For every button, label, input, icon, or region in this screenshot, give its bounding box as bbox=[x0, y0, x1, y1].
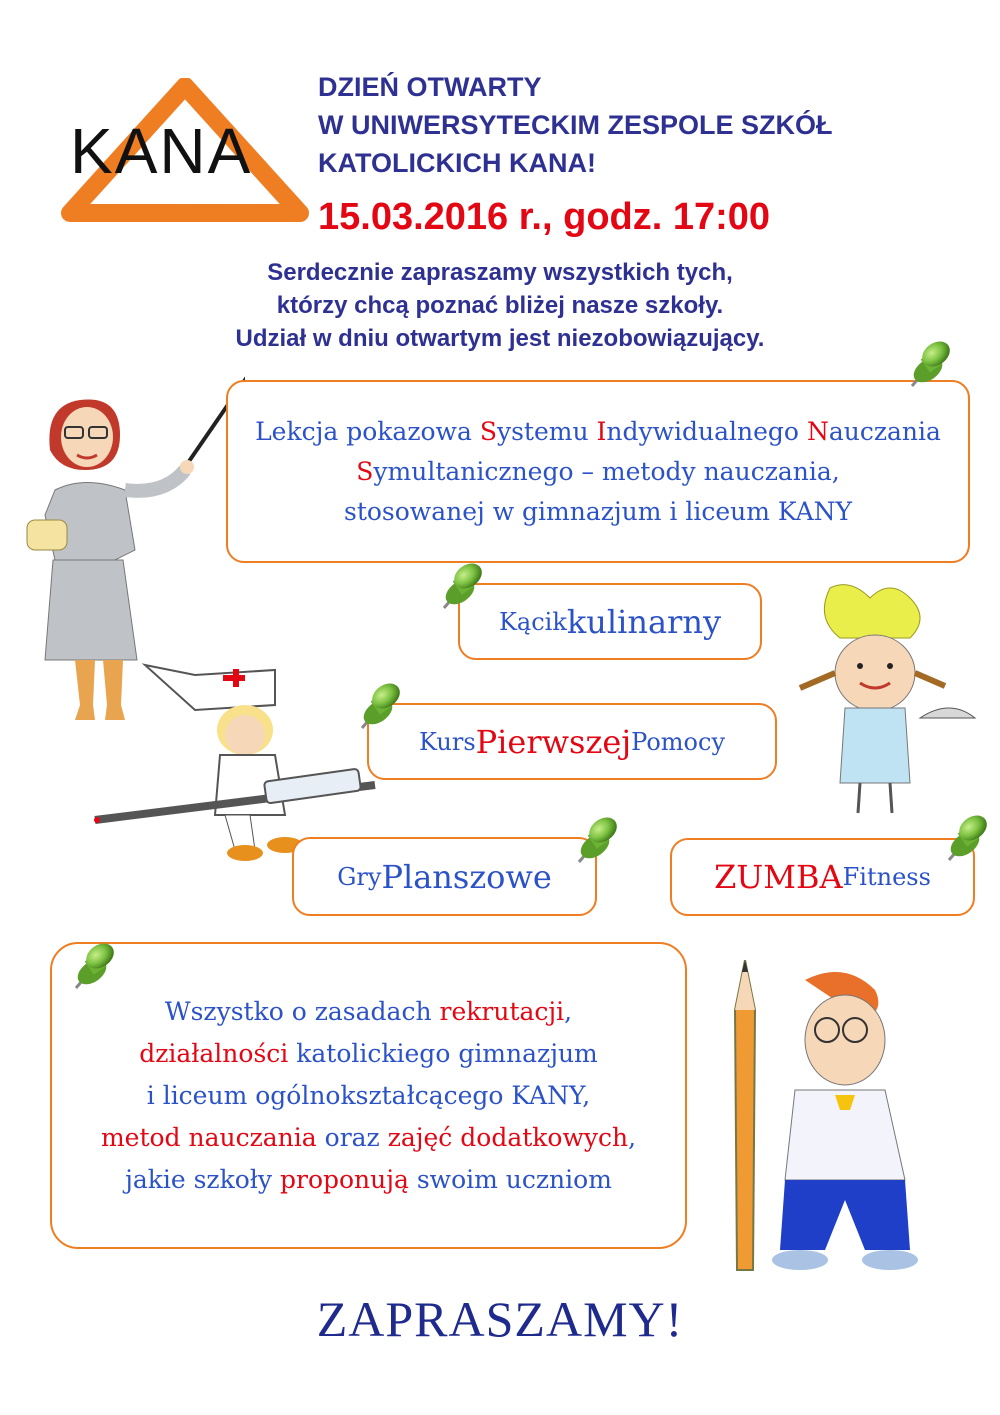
lesson-initial-s2: S bbox=[356, 456, 374, 486]
chef-girl-illustration bbox=[780, 578, 980, 823]
zumba-box bbox=[670, 838, 975, 916]
pushpin-icon bbox=[565, 812, 625, 872]
footer-invitation: ZAPRASZAMY! bbox=[316, 1291, 684, 1347]
recruitment-highlight: rekrutacji bbox=[439, 996, 565, 1026]
culinary-label-small: Kącik bbox=[498, 607, 567, 636]
recruitment-line-4 bbox=[101, 1117, 636, 1159]
recruitment-line-3: i liceum ogólnokształcącego KANY, bbox=[146, 1080, 591, 1110]
event-title-line-2: W UNIWERSYTECKIM ZESPOLE SZKÓŁ bbox=[318, 110, 833, 140]
first-aid-box bbox=[367, 703, 777, 780]
lesson-text: auczania bbox=[828, 416, 941, 446]
lesson-text: ystemu bbox=[496, 416, 597, 446]
intro-line-1: Serdecznie zapraszamy wszystkich tych, bbox=[267, 259, 733, 286]
pushpin-icon bbox=[898, 336, 958, 396]
intro-line-2: którzy chcą poznać bliżej nasze szkoły. bbox=[276, 292, 724, 319]
games-label-big: Planszowe bbox=[381, 857, 552, 896]
recruitment-text: swoim uczniom bbox=[408, 1164, 612, 1194]
event-title-line-1: DZIEŃ OTWARTY bbox=[318, 72, 542, 102]
pushpin-icon bbox=[62, 938, 122, 998]
pushpin-icon bbox=[430, 558, 490, 618]
lesson-initial-n: N bbox=[806, 416, 829, 446]
event-title-line-3: KATOLICKICH KANA! bbox=[318, 148, 596, 178]
recruitment-text: , bbox=[628, 1122, 637, 1152]
first-aid-label-pierwszej: Pierwszej bbox=[475, 722, 632, 761]
kana-logo-text: KANA bbox=[70, 115, 253, 187]
event-title bbox=[318, 68, 833, 182]
recruitment-text: oraz bbox=[316, 1122, 388, 1152]
lesson-line-3: stosowanej w gimnazjum i liceum KANY bbox=[343, 496, 853, 526]
recruitment-highlight: metod nauczania bbox=[100, 1122, 317, 1152]
lesson-line-2 bbox=[356, 452, 839, 492]
intro-line-3: Udział w dniu otwartym jest niezobowiązujący. bbox=[235, 325, 765, 352]
recruitment-highlight: zajęć dodatkowych bbox=[387, 1122, 629, 1152]
professor-illustration bbox=[715, 960, 940, 1280]
zumba-label-small: Fitness bbox=[842, 863, 931, 891]
recruitment-line-2 bbox=[139, 1033, 598, 1075]
event-date: 15.03.2016 r., godz. 17:00 bbox=[318, 196, 771, 238]
lesson-initial-s: S bbox=[479, 416, 497, 446]
first-aid-label-kurs: Kurs bbox=[418, 727, 476, 756]
recruitment-text: , bbox=[564, 996, 573, 1026]
lesson-initial-i: I bbox=[596, 416, 607, 446]
recruitment-box bbox=[50, 942, 687, 1249]
recruitment-text: Wszystko o zasadach bbox=[164, 996, 440, 1026]
pushpin-icon bbox=[935, 810, 995, 870]
lesson-text: Lekcja pokazowa bbox=[255, 416, 480, 446]
culinary-box bbox=[458, 583, 762, 660]
lesson-text: ndywidualnego bbox=[606, 416, 807, 446]
intro-text bbox=[120, 256, 880, 355]
kana-logo bbox=[60, 78, 310, 228]
pushpin-icon bbox=[348, 678, 408, 738]
lesson-box bbox=[226, 380, 970, 563]
culinary-label-big: kulinarny bbox=[566, 602, 722, 641]
recruitment-highlight: proponują bbox=[279, 1164, 409, 1194]
zumba-label-big: ZUMBA bbox=[714, 858, 843, 896]
recruitment-text: katolickiego gimnazjum bbox=[288, 1038, 598, 1068]
recruitment-text: jakie szkoły bbox=[125, 1164, 280, 1194]
lesson-text: ymultanicznego – metody nauczania, bbox=[373, 456, 840, 486]
first-aid-label-pomocy: Pomocy bbox=[631, 727, 726, 756]
recruitment-line-5 bbox=[125, 1159, 612, 1201]
games-label-small: Gry bbox=[337, 862, 382, 891]
recruitment-highlight: działalności bbox=[139, 1038, 289, 1068]
lesson-line-1 bbox=[255, 412, 941, 452]
recruitment-line-1 bbox=[165, 991, 572, 1033]
board-games-box bbox=[292, 837, 597, 916]
